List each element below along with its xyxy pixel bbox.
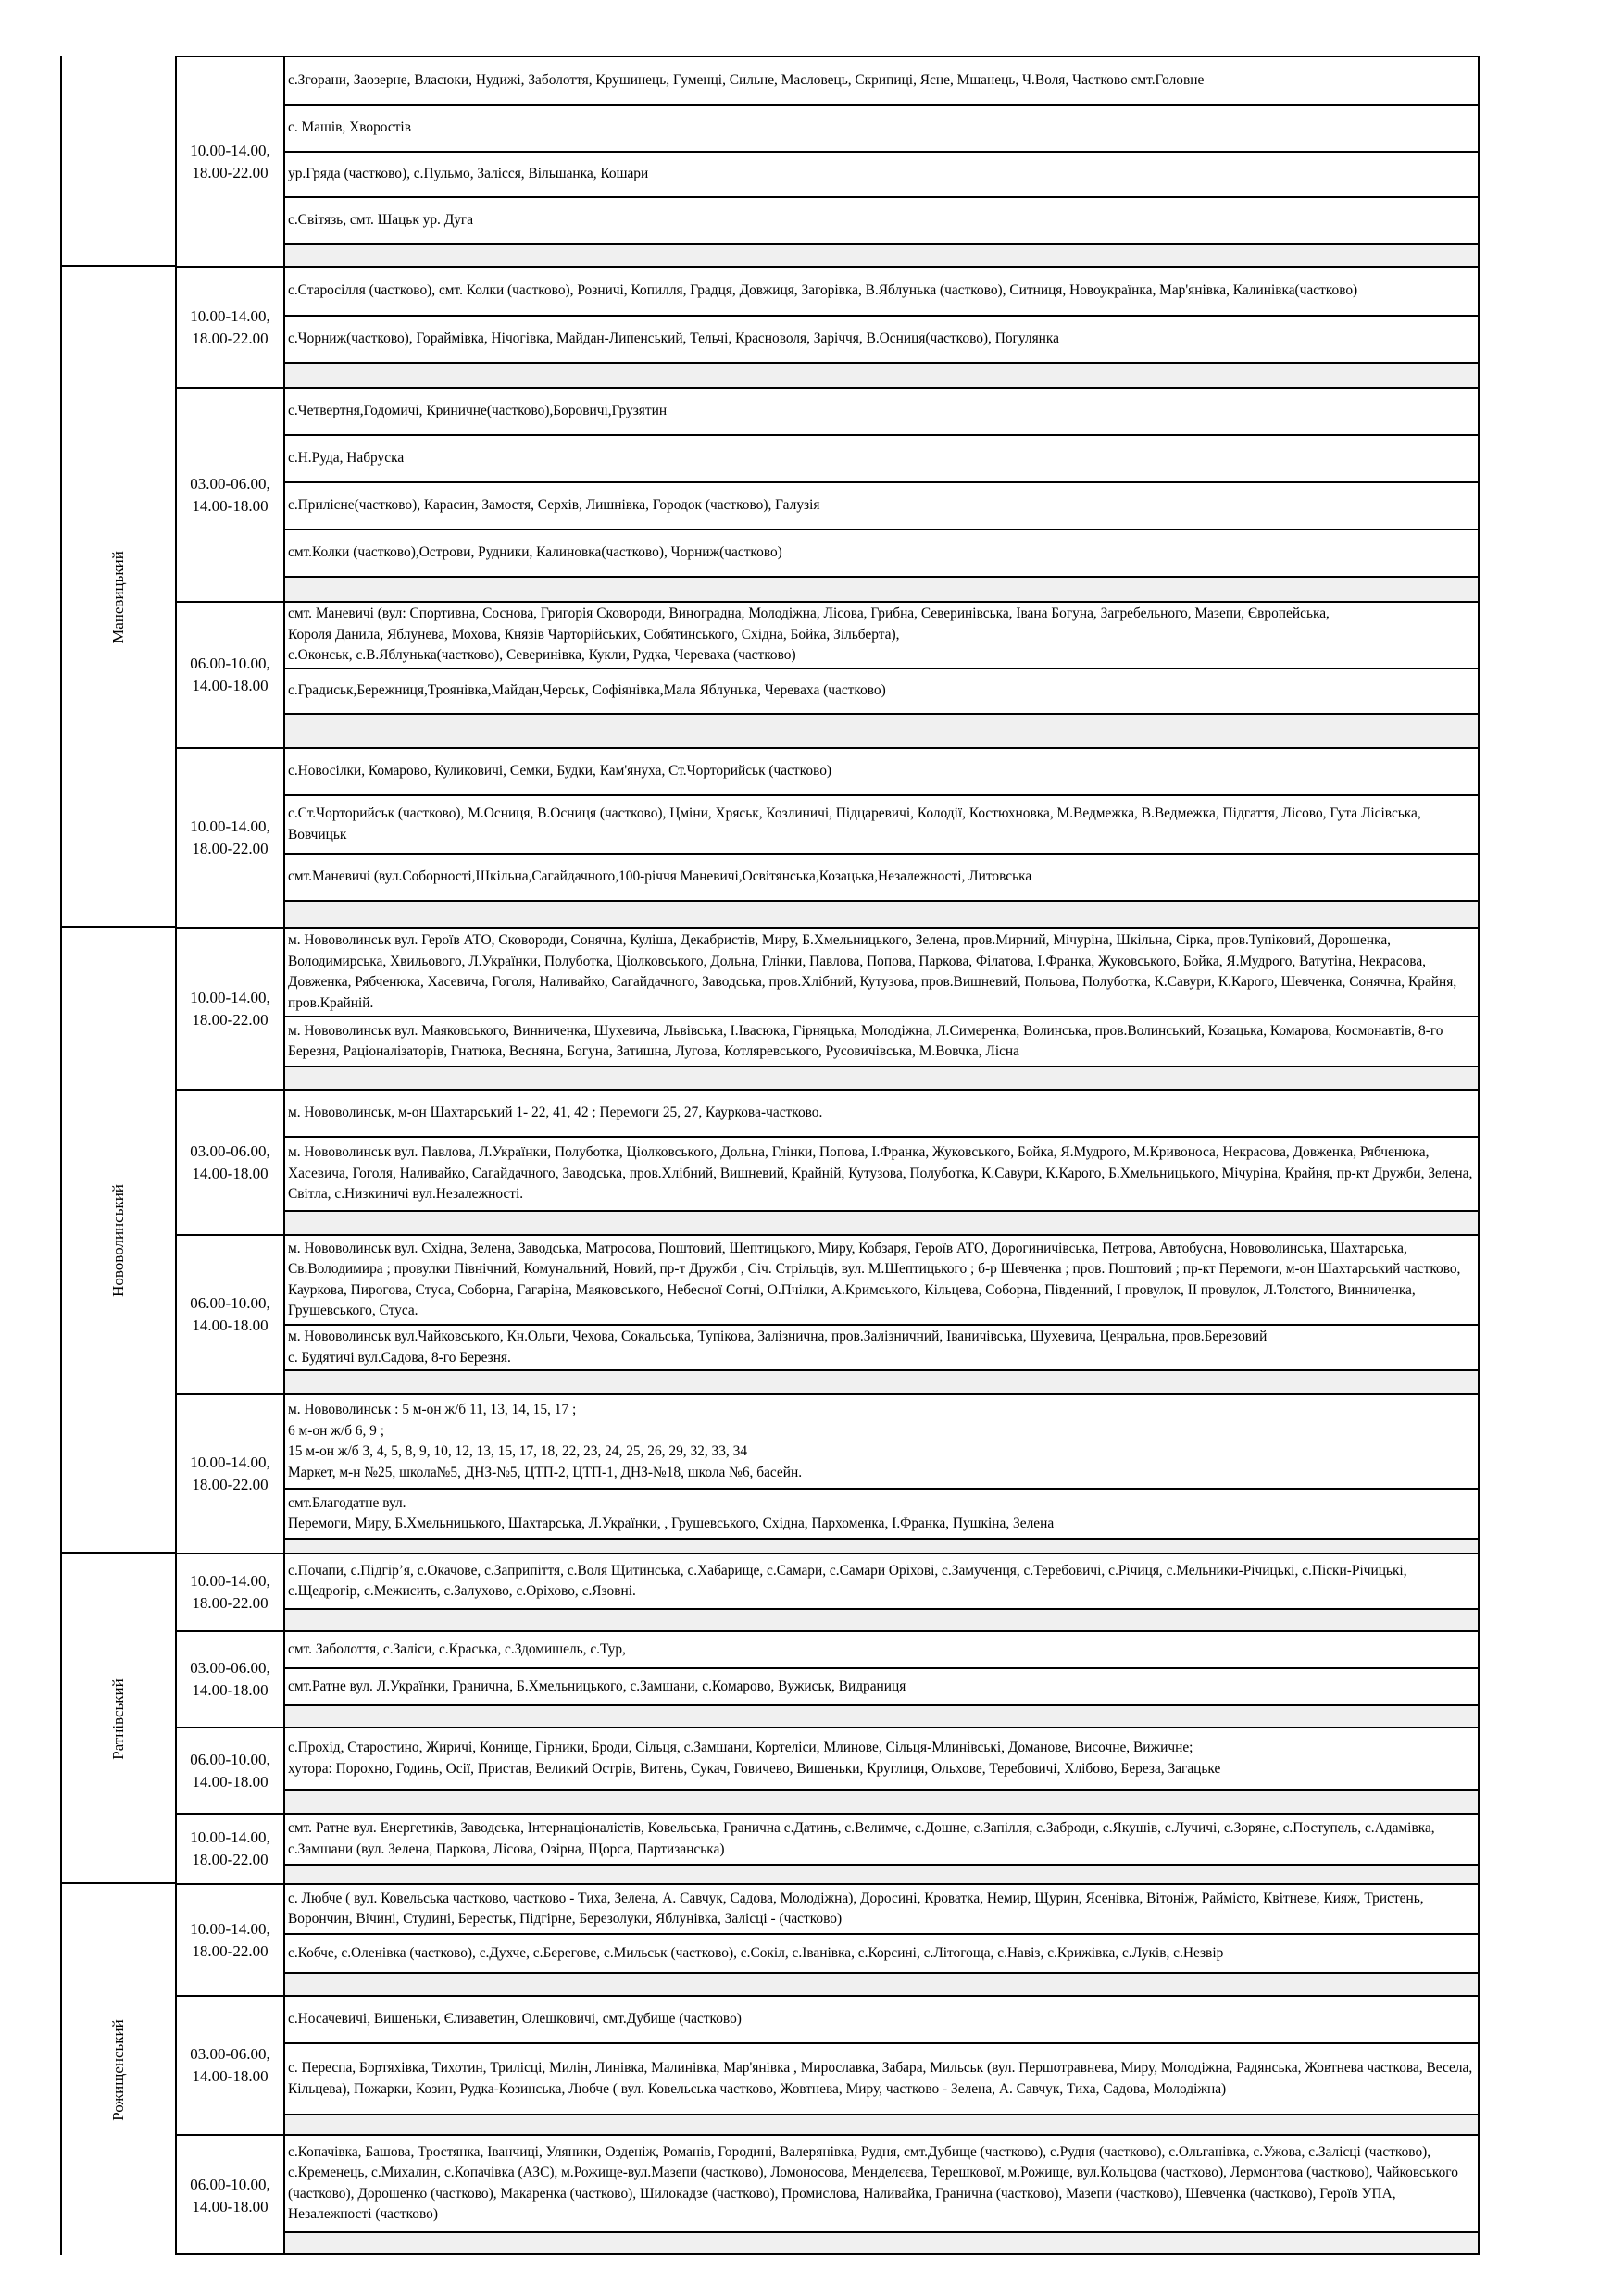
time-group [175, 1393, 1480, 1553]
locality-row [283, 1234, 1480, 1324]
district-label: Нововолинський [109, 1184, 127, 1297]
locality-row [283, 315, 1480, 362]
locality-row [283, 151, 1480, 196]
locality-text: с.Чорниж(частково), Гораймівка, Нічогівка, Майдан-Липенський, Тельчі, Красноволя, Заріччя, В.Осниця(частково), Погулянка [288, 331, 1059, 347]
locality-text: с. Любче ( вул. Ковельська частково, частково - Тиха, Зелена, А. Савчук, Садова, Молодіжна), Доросині, Кроватка, Немир, Щурин, Ясенівка, Вітоніж, Раймісто, Квітневе, Кияж, Тристень, Ворончин, Вічині, Студині, Берестьк, Підгірне, Березолуки, Яблунівка, Залісці - (частково) [288, 1890, 1424, 1927]
time-slot: 03.00-06.00, 14.00-18.00 [175, 387, 283, 601]
locality-text: с.Копачівка, Башова, Тростянка, Іванчиці, Уляники, Озденіж, Романів, Городині, Валерянівка, Рудня, смт.Дубище (частково), с.Рудня (частково), с.Ольганівка, с.Ужова, с.Залісці (частково), с.Кременець, с.Михалин, с.Копачівка (АЗС), м.Рожище-вул.Мазепи (частково), Ломоносова, Менделєєва, Терешкової, м.Рожище, вул.Кольцова (частково), Лермонтова (частково), Чайковського (частково), Дорошенко (частково), Макаренка (частково), Шилокадзе (частково), Промислова, Наливайка, Гранична (частково), Мазепи (частково), Шевченка (частково), Героїв УПА, Незалежності (частково) [288, 2143, 1458, 2222]
locality-row [283, 1016, 1480, 1066]
time-group [175, 927, 1480, 1089]
locality-row [283, 668, 1480, 713]
time-slot: 06.00-10.00, 14.00-18.00 [175, 1727, 283, 1813]
time-slot: 06.00-10.00, 14.00-18.00 [175, 601, 283, 747]
locality-row [283, 1488, 1480, 1538]
locality-row [283, 794, 1480, 853]
empty-separator-row [283, 243, 1480, 266]
time-group [175, 1234, 1480, 1393]
locality-row [283, 1727, 1480, 1789]
locality-row [283, 56, 1480, 104]
table-bottom-border [175, 2253, 1480, 2255]
empty-separator-row [283, 1608, 1480, 1630]
empty-separator-row [283, 1864, 1480, 1883]
time-slot: 10.00-14.00, 18.00-22.00 [175, 1883, 283, 1995]
empty-separator-row [283, 1066, 1480, 1089]
locality-row [283, 1089, 1480, 1136]
locality-text: смт.Маневичі (вул.Соборності,Шкільна,Сагайдачного,100-річчя Маневичі,Освітянська,Козацька,Незалежності, Литовська [288, 868, 1032, 885]
time-group [175, 1813, 1480, 1883]
locality-text: смт.Благодатне вул. Перемоги, Миру, Б.Хмельницького, Шахтарська, Л.Українки, , Грушевського, Східна, Пархоменка, І.Франка, Пушкіна, Зелена [288, 1494, 1055, 1531]
time-group [175, 1630, 1480, 1727]
empty-separator-row [283, 1789, 1480, 1813]
locality-text: смт. Заболоття, с.Заліси, с.Краська, с.Здомишель, с.Тур, [288, 1641, 626, 1657]
empty-separator-row [283, 1704, 1480, 1727]
empty-separator-row [283, 713, 1480, 747]
locality-text: с.Світязь, смт. Шацьк ур. Дуга [288, 212, 474, 229]
locality-row [283, 1630, 1480, 1667]
time-group [175, 56, 1480, 266]
locality-row [283, 1933, 1480, 1972]
locality-text: с.Кобче, с.Оленівка (частково), с.Духче, с.Берегове, с.Мильськ (частково), с.Сокіл, с.Іванівка, с.Корсині, с.Літогоща, с.Навіз, с.Крижівка, с.Луків, с.Незвір [288, 1944, 1224, 1961]
locality-text: с.Почапи, с.Підгір’я, с.Окачове, с.Заприпіття, с.Воля Щитинська, с.Хабарище, с.Самари, с.Самари Оріхові, с.Замученця, с.Теребовичі, с.Річиця, с.Мельники-Річицькі, с.Піски-Річицькі, с.Щедрогір, с.Межисить, с.Залухово, с.Оріхово, с.Язовні. [288, 1562, 1407, 1599]
locality-row [283, 1136, 1480, 1210]
locality-row [283, 1553, 1480, 1608]
locality-text: м. Нововолинськ вул. Павлова, Л.Українки, Полуботка, Ціолковського, Дольна, Глінки, Попова, І.Франка, Жуковського, Бойка, Я.Мудрого, М.Кривоноса, Некрасова, Довженка, Рябченюка, Хасевича, Гоголя, Наливайко, Сагайдачного, Заводська, пров.Хлібний, Вишневий, Крайній, Кутузова, Полуботка, К.Савури, К.Карого, Б.Хмельницького, Мічуріна, Крайня, пр-кт Дружби, Зелена, Світла, с.Низкиничі вул.Незалежності. [288, 1144, 1473, 1203]
locality-text: смт. Маневичі (вул: Спортивна, Соснова, Григорія Сковороди, Виноградна, Молодіжна, Лісова, Грибна, Северинівська, Івана Богуна, Загребельного, Мазепи, Європейська, Короля Данила, Яблунева, Мохова, Князів Чарторійських, Собятинського, Східна, Бойка, Зільберта), с.Оконськ, с.В.Яблунька(частково), Северинівка, Кукли, Рудка, Череваха (частково) [288, 605, 1330, 664]
locality-row [283, 1667, 1480, 1704]
time-group [175, 2134, 1480, 2255]
time-slot: 10.00-14.00, 18.00-22.00 [175, 927, 283, 1089]
time-slot: 06.00-10.00, 14.00-18.00 [175, 1234, 283, 1393]
locality-text: ур.Гряда (частково), с.Пульмо, Залісся, Вільшанка, Кошари [288, 166, 649, 182]
time-slot: 10.00-14.00, 18.00-22.00 [175, 266, 283, 387]
time-slot: 10.00-14.00, 18.00-22.00 [175, 747, 283, 927]
empty-separator-row [283, 2231, 1480, 2255]
locality-row [283, 601, 1480, 668]
time-slot: 10.00-14.00, 18.00-22.00 [175, 1553, 283, 1630]
district-label: Ратнівський [109, 1678, 127, 1760]
time-slot: 03.00-06.00, 14.00-18.00 [175, 1089, 283, 1234]
locality-text: с.Згорани, Заозерне, Власюки, Нудижі, Заболоття, Крушинець, Гуменці, Сильне, Масловець, Скрипиці, Ясне, Мшанець, Ч.Воля, Частково смт.Головне [288, 71, 1205, 88]
empty-separator-row [283, 1210, 1480, 1234]
locality-text: м. Нововолинськ вул.Чайковського, Кн.Ольги, Чехова, Сокальська, Тупікова, Залізнична, пров.Залізничний, Іваничівська, Шухевича, Ценральна, пров.Березовий с. Будятичі вул.Садова, 8-го Березня. [288, 1329, 1268, 1366]
locality-row [283, 1995, 1480, 2042]
locality-text: смт.Ратне вул. Л.Українки, Гранична, Б.Хмельницького, с.Замшани, с.Комарово, Вужиськ, Видраниця [288, 1678, 906, 1694]
empty-separator-row [283, 1972, 1480, 1995]
empty-separator-row [283, 362, 1480, 387]
locality-row [283, 747, 1480, 794]
locality-text: с.Прохід, Старостино, Жиричі, Конище, Гірники, Броди, Сільця, с.Замшани, Кортеліси, Млинове, Сільця-Млинівські, Доманове, Височне, Вижичне; хутора: Порохно, Годинь, Осії, Пристав, Великий Острів, Витень, Сукач, Говичево, Вишеньки, Круглиця, Ольхове, Теребовичі, Хлібово, Береза, Загацьке [288, 1740, 1221, 1777]
empty-separator-row [283, 1369, 1480, 1393]
locality-text: м. Нововолинськ вул. Маяковського, Винниченка, Шухевича, Львівська, І.Івасюка, Гірняцька, Молодіжна, Л.Симеренка, Волинська, пров.Волинський, Козацька, Комарова, Космонавтів, 8-го Березня, Раціоналізаторів, Гнатюка, Весняна, Богуна, Затишна, Лугова, Котляревського, Русовичівська, М.Вовчка, Лісна [288, 1022, 1443, 1059]
locality-row [283, 196, 1480, 243]
locality-row [283, 2134, 1480, 2231]
time-group [175, 387, 1480, 601]
time-slot: 03.00-06.00, 14.00-18.00 [175, 1995, 283, 2134]
time-slot: 10.00-14.00, 18.00-22.00 [175, 1813, 283, 1883]
locality-text: с.Н.Руда, Набруска [288, 450, 405, 467]
time-slot: 06.00-10.00, 14.00-18.00 [175, 2134, 283, 2255]
locality-row [283, 266, 1480, 315]
locality-text: м. Нововолинськ вул. Східна, Зелена, Заводська, Матросова, Поштовий, Шептицького, Миру, Кобзаря, Героїв АТО, Дорогиничівська, Петрова, Автобусна, Нововолинська, Шахтарська, Св.Володимира ; провулки Північний, Комунальний, Новий, пр-т Дружби , Січ. Стрільців, вул. М.Шептицького ; б-р Шевченка ; пров. Поштовий ; пр-кт Перемоги, м-он Шахтарський частково, Каурковa, Пирогова, Стуса, Соборна, Гагаріна, Маяковського, Небесної Сотні, О.Пчілки, А.Кримського, Кільцева, Соборна, Південний, І провулок, ІІ провулок, Л.Толстого, Винниченка, Грушевського, Стуса. [288, 1240, 1461, 1318]
locality-row [283, 2042, 1480, 2114]
time-slot: 10.00-14.00, 18.00-22.00 [175, 1393, 283, 1553]
locality-text: м. Нововолинськ, м-он Шахтарський 1- 22, 41, 42 ; Перемоги 25, 27, Каурковa-частково. [288, 1104, 823, 1121]
district-cell-ratnivskyi [60, 1552, 175, 1884]
locality-text: м. Нововолинськ : 5 м-он ж/б 11, 13, 14, 15, 17 ; 6 м-он ж/б 6, 9 ; 15 м-он ж/б 3, 4, 5, 8, 9, 10, 12, 13, 15, 17, 18, 22, 23, 24, 25, 26, 29, 32, 33, 34 Маркет, м-н №25, школа№5, ДНЗ-№5, ЦТП-2, ЦТП-1, ДНЗ-№18, школа №6, басейн. [288, 1402, 803, 1480]
locality-row [283, 1324, 1480, 1369]
time-group [175, 747, 1480, 927]
time-group [175, 1995, 1480, 2134]
locality-text: с.Новосілки, Комарово, Куликовичі, Семки, Будки, Кам'януха, Ст.Чорторийськ (частково) [288, 763, 832, 780]
empty-separator-row [283, 2114, 1480, 2134]
locality-text: смт.Колки (частково),Острови, Рудники, Калиновка(частково), Чорниж(частково) [288, 544, 782, 561]
locality-text: смт. Ратне вул. Енергетиків, Заводська, Інтернаціоналістів, Ковельська, Гранична с.Датинь, с.Велимче, с.Дошне, с.Запілля, с.Заброди, с.Якушів, с.Лучичі, с.Зоряне, с.Поступель, с.Адамівка, с.Замшани (вул. Зелена, Паркова, Лісова, Озірна, Щорса, Партизанська) [288, 1820, 1435, 1857]
locality-row [283, 104, 1480, 151]
locality-row [283, 434, 1480, 481]
time-slot: 03.00-06.00, 14.00-18.00 [175, 1630, 283, 1727]
district-label: Рожищенський [109, 2018, 127, 2121]
time-group [175, 601, 1480, 747]
locality-row [283, 927, 1480, 1016]
empty-separator-row [283, 1538, 1480, 1553]
locality-text: с.Старосілля (частково), смт. Колки (частково), Розничі, Копилля, Градця, Довжиця, Загорівка, В.Яблунька (частково), Ситниця, Новоукраїнка, Мар'янівка, Калинівка(частково) [288, 282, 1358, 299]
locality-row [283, 1813, 1480, 1864]
locality-text: с.Прилісне(частково), Карасин, Замостя, Серхів, Лишнівка, Городок (частково), Галузія [288, 497, 820, 514]
locality-row [283, 1393, 1480, 1488]
time-slot: 10.00-14.00, 18.00-22.00 [175, 56, 283, 266]
time-group [175, 266, 1480, 387]
locality-row [283, 853, 1480, 900]
district-label: Маневицький [109, 551, 127, 643]
locality-text: с.Ст.Чорторийськ (частково), М.Осниця, В.Осниця (частково), Цміни, Хряськ, Козлиничі, Підцаревичі, Колодії, Костюхновка, М.Ведмежка, В.Ведмежка, Підгаття, Лісово, Гута Лісівська, Вовчицьк [288, 805, 1421, 842]
time-group [175, 1553, 1480, 1630]
locality-row [283, 1883, 1480, 1933]
district-cell-manevytskyi [60, 265, 175, 928]
empty-separator-row [283, 576, 1480, 601]
locality-row [283, 481, 1480, 529]
locality-text: с.Градиськ,Бережниця,Троянівка,Майдан,Черськ, Софіянівка,Мала Яблунька, Череваха (частково) [288, 682, 886, 699]
district-cell-shatskyi-tail [60, 56, 175, 266]
time-group [175, 1089, 1480, 1234]
empty-separator-row [283, 900, 1480, 927]
locality-row [283, 529, 1480, 576]
locality-text: м. Нововолинськ вул. Героїв АТО, Сковороди, Сонячна, Куліша, Декабристів, Миру, Б.Хмельницького, Зелена, пров.Мирний, Мічуріна, Шкільна, Сірка, пров.Тупіковий, Дорошенка, Володимирська, Хвильового, Л.Українки, Полуботка, Ціолковського, Дольна, Глінки, Павлова, Попова, Паркова, Філатова, І.Франка, Жуковського, Бойка, Я.Мудрого, Ватутіна, Некрасова, Довженка, Рябченюка, Хасевича, Гоголя, Наливайко, Сагайдачного, Заводська, пров.Хлібний, Кутузова, пров.Вишневий, Польова, Полуботка, К.Савури, К.Карого, Шевченка, Сонячна, Крайня, пров.Крайній. [288, 932, 1457, 1011]
district-cell-novovolynskyi [60, 926, 175, 1554]
time-group [175, 1727, 1480, 1813]
locality-text: с.Четвертня,Годомичі, Криничне(частково),Боровичі,Грузятин [288, 403, 668, 419]
locality-text: с. Машів, Хворостів [288, 119, 411, 136]
locality-row [283, 387, 1480, 434]
district-cell-rozhyshchenskyi [60, 1882, 175, 2255]
time-group [175, 1883, 1480, 1995]
locality-text: с. Переспа, Бортяхівка, Тихотин, Трилісці, Милін, Линівка, Малинівка, Мар'янівка , Мирославка, Забара, Мильськ (вул. Першотравнева, Миру, Молодіжна, Радянська, Жовтнева часткова, Весела, Кільцева), Пожарки, Козин, Рудка-Козинська, Любче ( вул. Ковельська частково, Жовтнева, Миру, частково - Зелена, А. Савчук, Тиха, Садова, Молодіжна) [288, 2060, 1473, 2097]
locality-text: с.Носачевичі, Вишеньки, Єлизаветин, Олешковичі, смт.Дубище (частково) [288, 2011, 742, 2028]
